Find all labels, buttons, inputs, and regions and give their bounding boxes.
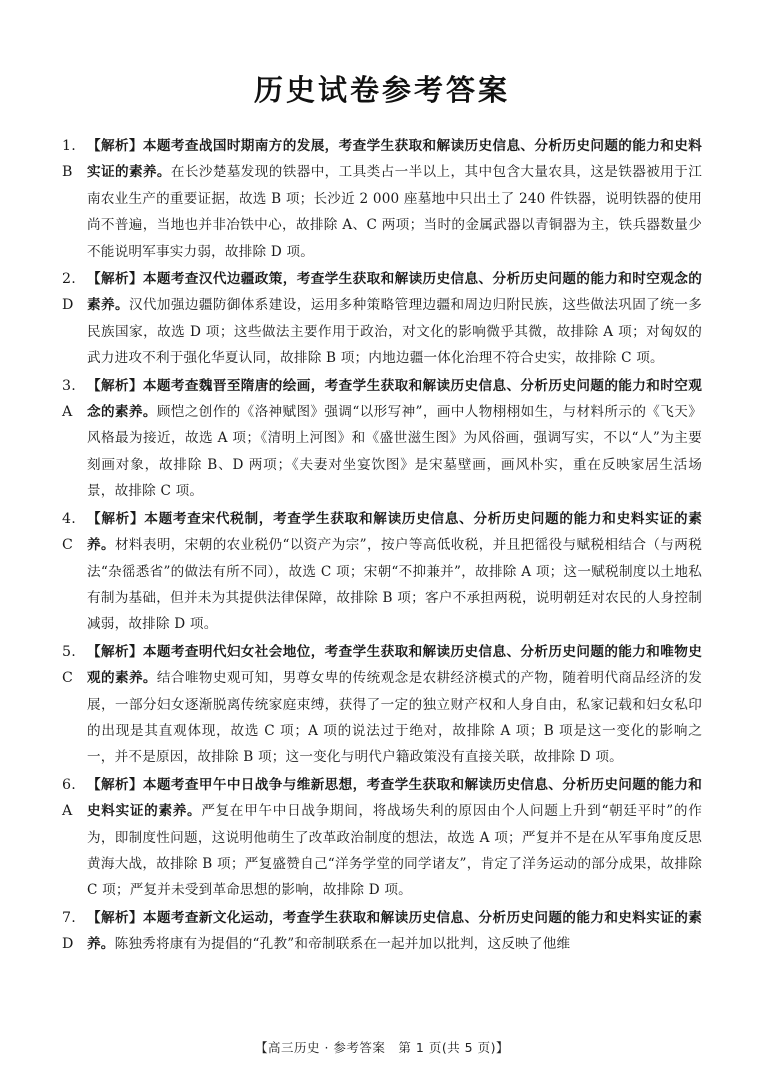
answer-analysis-lead: 【解析】本题考查明代妇女社会地位，考查学生获取和解读历史信息、分析历史问题的能力和唯物史观的素养。: [87, 643, 702, 687]
answer-item-1: [62, 133, 702, 265]
answer-number: 4. C: [62, 510, 76, 554]
answer-number: 3. A: [62, 377, 76, 421]
answer-item-4: [62, 506, 702, 638]
page-footer: 【高三历史 · 参考答案 第 1 页(共 5 页)】: [255, 1040, 509, 1055]
answer-item-2: [62, 266, 702, 372]
answer-item-3: [62, 373, 702, 505]
answer-analysis-body: 严复在甲午中日战争期间，将战场失利的原因由个人问题上升到“朝廷平时”的作为，即制度性问题，这说明他萌生了改革政治制度的想法，故选 A 项；严复并不是在从军事角度反思黄海大战，故排除 B 项；严复盛赞自己“洋务学堂的同学诸友”，肯定了洋务运动的部分成果，故排除 C 项；严复并未受到革命思想的影响，故排除 D 项。: [87, 803, 702, 899]
answer-item-7: [62, 905, 702, 958]
answer-analysis-lead: 【解析】本题考查战国时期南方的发展，考查学生获取和解读历史信息、分析历史问题的能力和史料实证的素养。: [87, 138, 702, 181]
answer-number: 6. A: [62, 776, 76, 820]
answer-analysis-body: 结合唯物史观可知，男尊女卑的传统观念是农耕经济模式的产物，随着明代商品经济的发展，一部分妇女逐渐脱离传统家庭束缚，获得了一定的独立财产权和人身自由，私家记载和妇女私印的出现是其直观体现，故选 C 项；A 项的说法过于绝对，故排除 A 项；B 项是这一变化的影响之一，并不是原因，故排除 B 项；这一变化与明代户籍政策没有直接关联，故排除 D 项。: [87, 670, 703, 766]
answer-number: 1. B: [62, 138, 76, 181]
answer-number: 5. C: [62, 643, 76, 687]
answer-analysis-body: 顾恺之创作的《洛神赋图》强调“以形写神”，画中人物栩栩如生，与材料所示的《飞天》风格最为接近，故选 A 项；《清明上河图》和《盛世滋生图》为风俗画，强调写实，不以“人”为主要刻画对象，故排除 B、D 两项；《夫妻对坐宴饮图》是宋墓壁画，画风朴实，重在反映家居生活场景，故排除 C 项。: [87, 404, 702, 500]
answer-analysis-lead: 【解析】本题考查甲午中日战争与维新思想，考查学生获取和解读历史信息、分析历史问题的能力和史料实证的素养。: [87, 776, 702, 820]
answer-analysis-lead: 【解析】本题考查宋代税制，考查学生获取和解读历史信息、分析历史问题的能力和史料实证的素养。: [87, 510, 702, 554]
answer-analysis-body: 汉代加强边疆防御体系建设，运用多种策略管理边疆和周边归附民族，这些做法巩固了统一多民族国家，故选 D 项；这些做法主要作用于政治，对文化的影响微乎其微，故排除 A 项；对匈奴的武力进攻不利于强化华夏认同，故排除 B 项；内地边疆一体化治理不符合史实，故排除 C 项。: [87, 297, 702, 367]
answer-analysis-body: 陈独秀将康有为提倡的“孔教”和帝制联系在一起并加以批判，这反映了他维: [114, 936, 571, 953]
page-title: 历史试卷参考答案: [253, 73, 510, 107]
answer-item-5: [62, 639, 702, 771]
answer-analysis-lead: 【解析】本题考查新文化运动，考查学生获取和解读历史信息、分析历史问题的能力和史料实证的素养。: [87, 909, 702, 953]
answer-item-6: [62, 772, 702, 904]
answer-number: 2. D: [62, 271, 76, 314]
answer-number: 7. D: [62, 909, 76, 953]
answer-analysis-body: 在长沙楚墓发现的铁器中，工具类占一半以上，其中包含大量农具，这是铁器被用于江南农业生产的重要证据，故选 B 项；长沙近 2 000 座墓地中只出土了 240 件铁器，说明铁器的使用尚不普遍，当地也并非冶铁中心，故排除 A、C 两项；当时的金属武器以青铜器为主，铁兵器数量少不能说明军事实力弱，故排除 D 项。: [87, 164, 702, 260]
answer-analysis-lead: 【解析】本题考查汉代边疆政策，考查学生获取和解读历史信息、分析历史问题的能力和时空观念的素养。: [87, 271, 702, 314]
answer-analysis-body: 材料表明，宋朝的农业税仍“以资产为宗”，按户等高低收税，并且把徭役与赋税相结合（与两税法“杂徭悉省”的做法有所不同），故选 C 项；宋朝“不抑兼并”，故排除 A 项；这一赋税制度以土地私有制为基础，但并未为其提供法律保障，故排除 B 项；客户不承担两税，说明朝廷对农民的人身控制减弱，故排除 D 项。: [87, 537, 702, 633]
answer-list: [62, 133, 702, 959]
answer-analysis-lead: 【解析】本题考查魏晋至隋唐的绘画，考查学生获取和解读历史信息、分析历史问题的能力和时空观念的素养。: [87, 377, 702, 421]
